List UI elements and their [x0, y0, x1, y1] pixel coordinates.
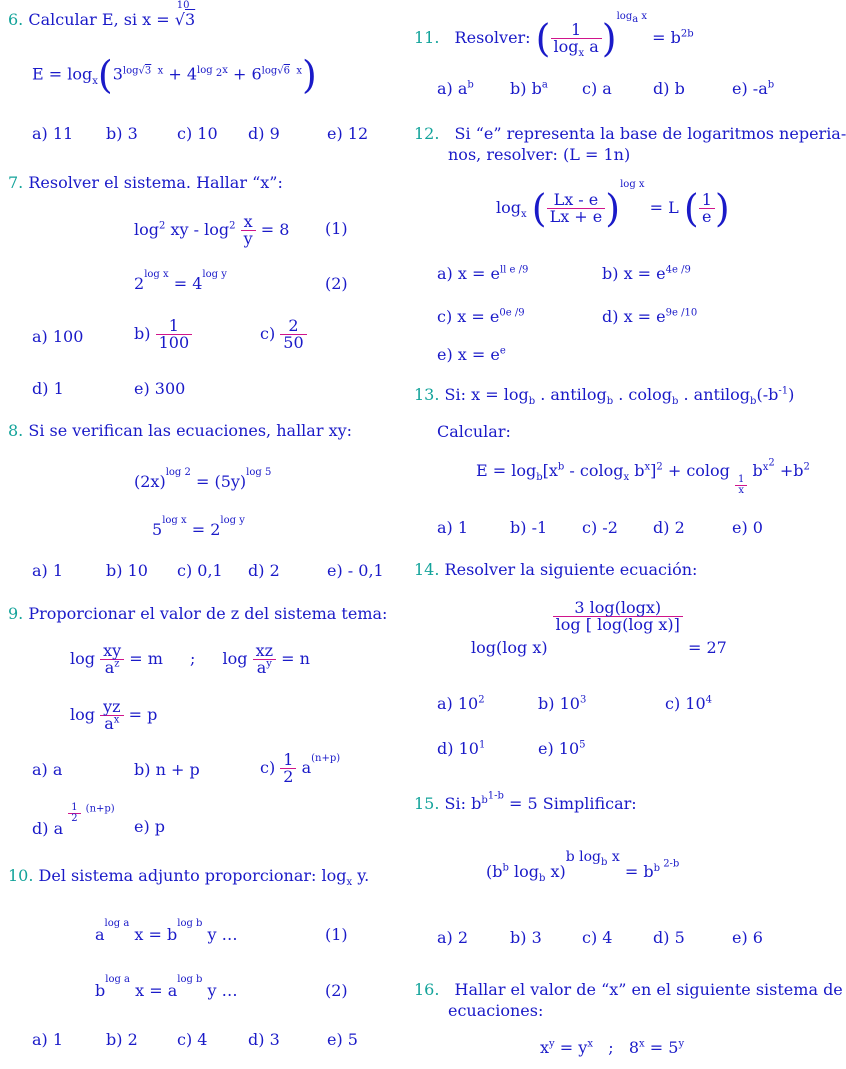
- option: d) 5: [653, 928, 685, 947]
- option: e) p: [134, 817, 166, 836]
- option: b) $10^3$: [538, 694, 587, 713]
- problem-16-equation: $x^y = y^x$ ; $8^x = 5^y$: [540, 1038, 685, 1057]
- problem-10-equation-2: $b^{log a}$ $x = a^{log b}$ y …: [95, 973, 238, 1000]
- problem-8-statement: 8. Si se verifican las ecuaciones, hallar xy:: [8, 421, 353, 440]
- problem-number: 8.: [8, 421, 24, 440]
- option: a) 1: [32, 1030, 64, 1049]
- problem-number: 14.: [414, 560, 440, 579]
- problem-10-statement: 10. Del sistema adjunto proporcionar: $\log_x y$.: [8, 866, 370, 889]
- option: a) 2: [437, 928, 469, 947]
- option: c) $10^4$: [665, 694, 713, 713]
- equation-tag: (1): [325, 925, 348, 944]
- option: d) 9: [248, 124, 280, 143]
- calculate-label: Calcular:: [437, 422, 511, 441]
- problem-number: 6.: [8, 10, 24, 29]
- option: d) 2: [653, 518, 685, 537]
- option: c) 0,1: [177, 561, 223, 580]
- option: e) $10^5$: [538, 739, 586, 758]
- problem-number: 9.: [8, 604, 24, 623]
- option: c) a: [582, 79, 612, 98]
- problem-7-statement: 7. Resolver el sistema. Hallar “x”:: [8, 173, 283, 192]
- problem-12-equation: $\log_x$ ( $\frac{Lx - e}{Lx + e}$ )$^{log x}$ = L ( $\frac{1}{e}$ ): [496, 178, 730, 231]
- option: e) 6: [732, 928, 763, 947]
- option: c) 10: [177, 124, 218, 143]
- option: e) 5: [327, 1030, 358, 1049]
- problem-number: 10.: [8, 866, 34, 885]
- option: e) 0: [732, 518, 763, 537]
- option: c) $\frac{2}{50}$: [260, 318, 307, 351]
- problem-7-equation-1: $\log^2$ xy - $\log^2$ $\frac{x}{y}$ = 8: [134, 212, 290, 248]
- option: b) 3: [106, 124, 138, 143]
- option: d) b: [653, 79, 685, 98]
- option: b) n + p: [134, 760, 200, 779]
- option: a) $10^2$: [437, 694, 485, 713]
- option: b) 2: [106, 1030, 138, 1049]
- problem-number: 11.: [414, 28, 440, 47]
- option: a) $a^b$: [437, 79, 474, 98]
- problem-9-equation-1: log $\frac{xy}{a^z}$ = m ; log $\frac{xz}{a^y}$ = n: [70, 641, 310, 677]
- problem-number: 13.: [414, 385, 440, 404]
- option: d) $10^1$: [437, 739, 486, 758]
- problem-9-statement: 9. Proporcionar el valor de z del sistema tema:: [8, 604, 388, 623]
- option: d) 2: [248, 561, 280, 580]
- option: c) 4: [582, 928, 613, 947]
- option: c) 4: [177, 1030, 208, 1049]
- option: b) $\frac{1}{100}$: [134, 318, 192, 351]
- option: d) a $\frac{1}{2}$ $^{(n+p)}$: [32, 802, 115, 838]
- equation-tag: (2): [325, 981, 348, 1000]
- problem-number: 15.: [414, 794, 440, 813]
- problem-6-statement: 6. Calcular E, si x = 10 √3: [8, 0, 196, 29]
- problem-6-equation: $E = \log_x(3^{log√3 x} + 4^{log _2x} + 6^{log√6 x})$: [32, 53, 317, 97]
- equation-tag: (2): [325, 274, 348, 293]
- option: b) 10: [106, 561, 148, 580]
- option: a) 11: [32, 124, 74, 143]
- option: c) $\frac{1}{2}$ $a^{(n+p)}$: [260, 750, 341, 786]
- problem-15-equation: ($b^b$ $\log_b x)^{b log_b x} = b^{b ^{2-b}}$: [486, 848, 680, 885]
- option: a) 1: [32, 561, 64, 580]
- problem-14-equation: log(log x) $\frac{3 \log(\log x)}{\text{log [ log(log x)]}}$ = 27: [471, 598, 727, 657]
- option: a) $x = e^{ll e /9}$: [437, 264, 529, 283]
- problem-11-statement: 11. Resolver: ( $\frac{1}{\log_x a}$ )$^{log_a x} = b^{2b}$: [414, 10, 694, 61]
- option: a) 100: [32, 327, 84, 346]
- problem-8-equation-2: $5^{log x} = 2^{log y}$: [152, 514, 245, 539]
- problem-14-statement: 14. Resolver la siguiente ecuación:: [414, 560, 698, 579]
- equation-tag: (1): [325, 219, 348, 238]
- option: e) 300: [134, 379, 186, 398]
- problem-13-statement: 13. Si: $x = \log_b$ . antilog$_b$ . colog$_b$ . $antilog_b(-b^{-1})$: [414, 385, 795, 408]
- option: d) 1: [32, 379, 64, 398]
- problem-number: 12.: [414, 124, 440, 143]
- option: e) - 0,1: [327, 561, 384, 580]
- option: b) -1: [510, 518, 548, 537]
- problem-12-statement: 12. Si “e” representa la base de logaritmos neperia- nos, resolver: (L = 1n): [414, 124, 846, 164]
- problem-10-equation-1: $a^{log a}$ $x = b^{log b}$ y …: [95, 917, 238, 944]
- option: e) $-a^b$: [732, 79, 775, 98]
- problem-7-equation-2: $2^{log x} = 4^{log y}$: [134, 268, 227, 293]
- problem-8-equation-1: $(2x)^{log 2} = (5y)^{log 5}$: [134, 466, 272, 491]
- option: b) $x = e^{4e /9}$: [602, 264, 691, 283]
- problem-13-equation: $E = \log_b[x^b - colog_x$ $b^x]^2 + colog$ $\frac{1}{x}$ $b^{x^2} +b^2$: [476, 457, 810, 496]
- option: c) -2: [582, 518, 618, 537]
- option: d) 3: [248, 1030, 280, 1049]
- problem-number: 16.: [414, 980, 440, 999]
- option: e) $x = e^e$: [437, 345, 506, 364]
- problem-16-statement: 16. Hallar el valor de “x” en el siguiente sistema de ecuaciones:: [414, 980, 843, 1020]
- option: e) 12: [327, 124, 369, 143]
- option: c) $x = e^{0e /9}$: [437, 307, 525, 326]
- problem-number: 7.: [8, 173, 24, 192]
- option: a) 1: [437, 518, 469, 537]
- option: a) a: [32, 760, 63, 779]
- problem-9-equation-2: log $\frac{yz}{a^x}$ = p: [70, 697, 158, 733]
- problem-15-statement: 15. Si: $b^{b^{1-b}} = 5$ Simplificar:: [414, 790, 637, 813]
- option: b) $b^a$: [510, 79, 548, 98]
- option: b) 3: [510, 928, 542, 947]
- option: d) $x = e^{9e /10}$: [602, 307, 698, 326]
